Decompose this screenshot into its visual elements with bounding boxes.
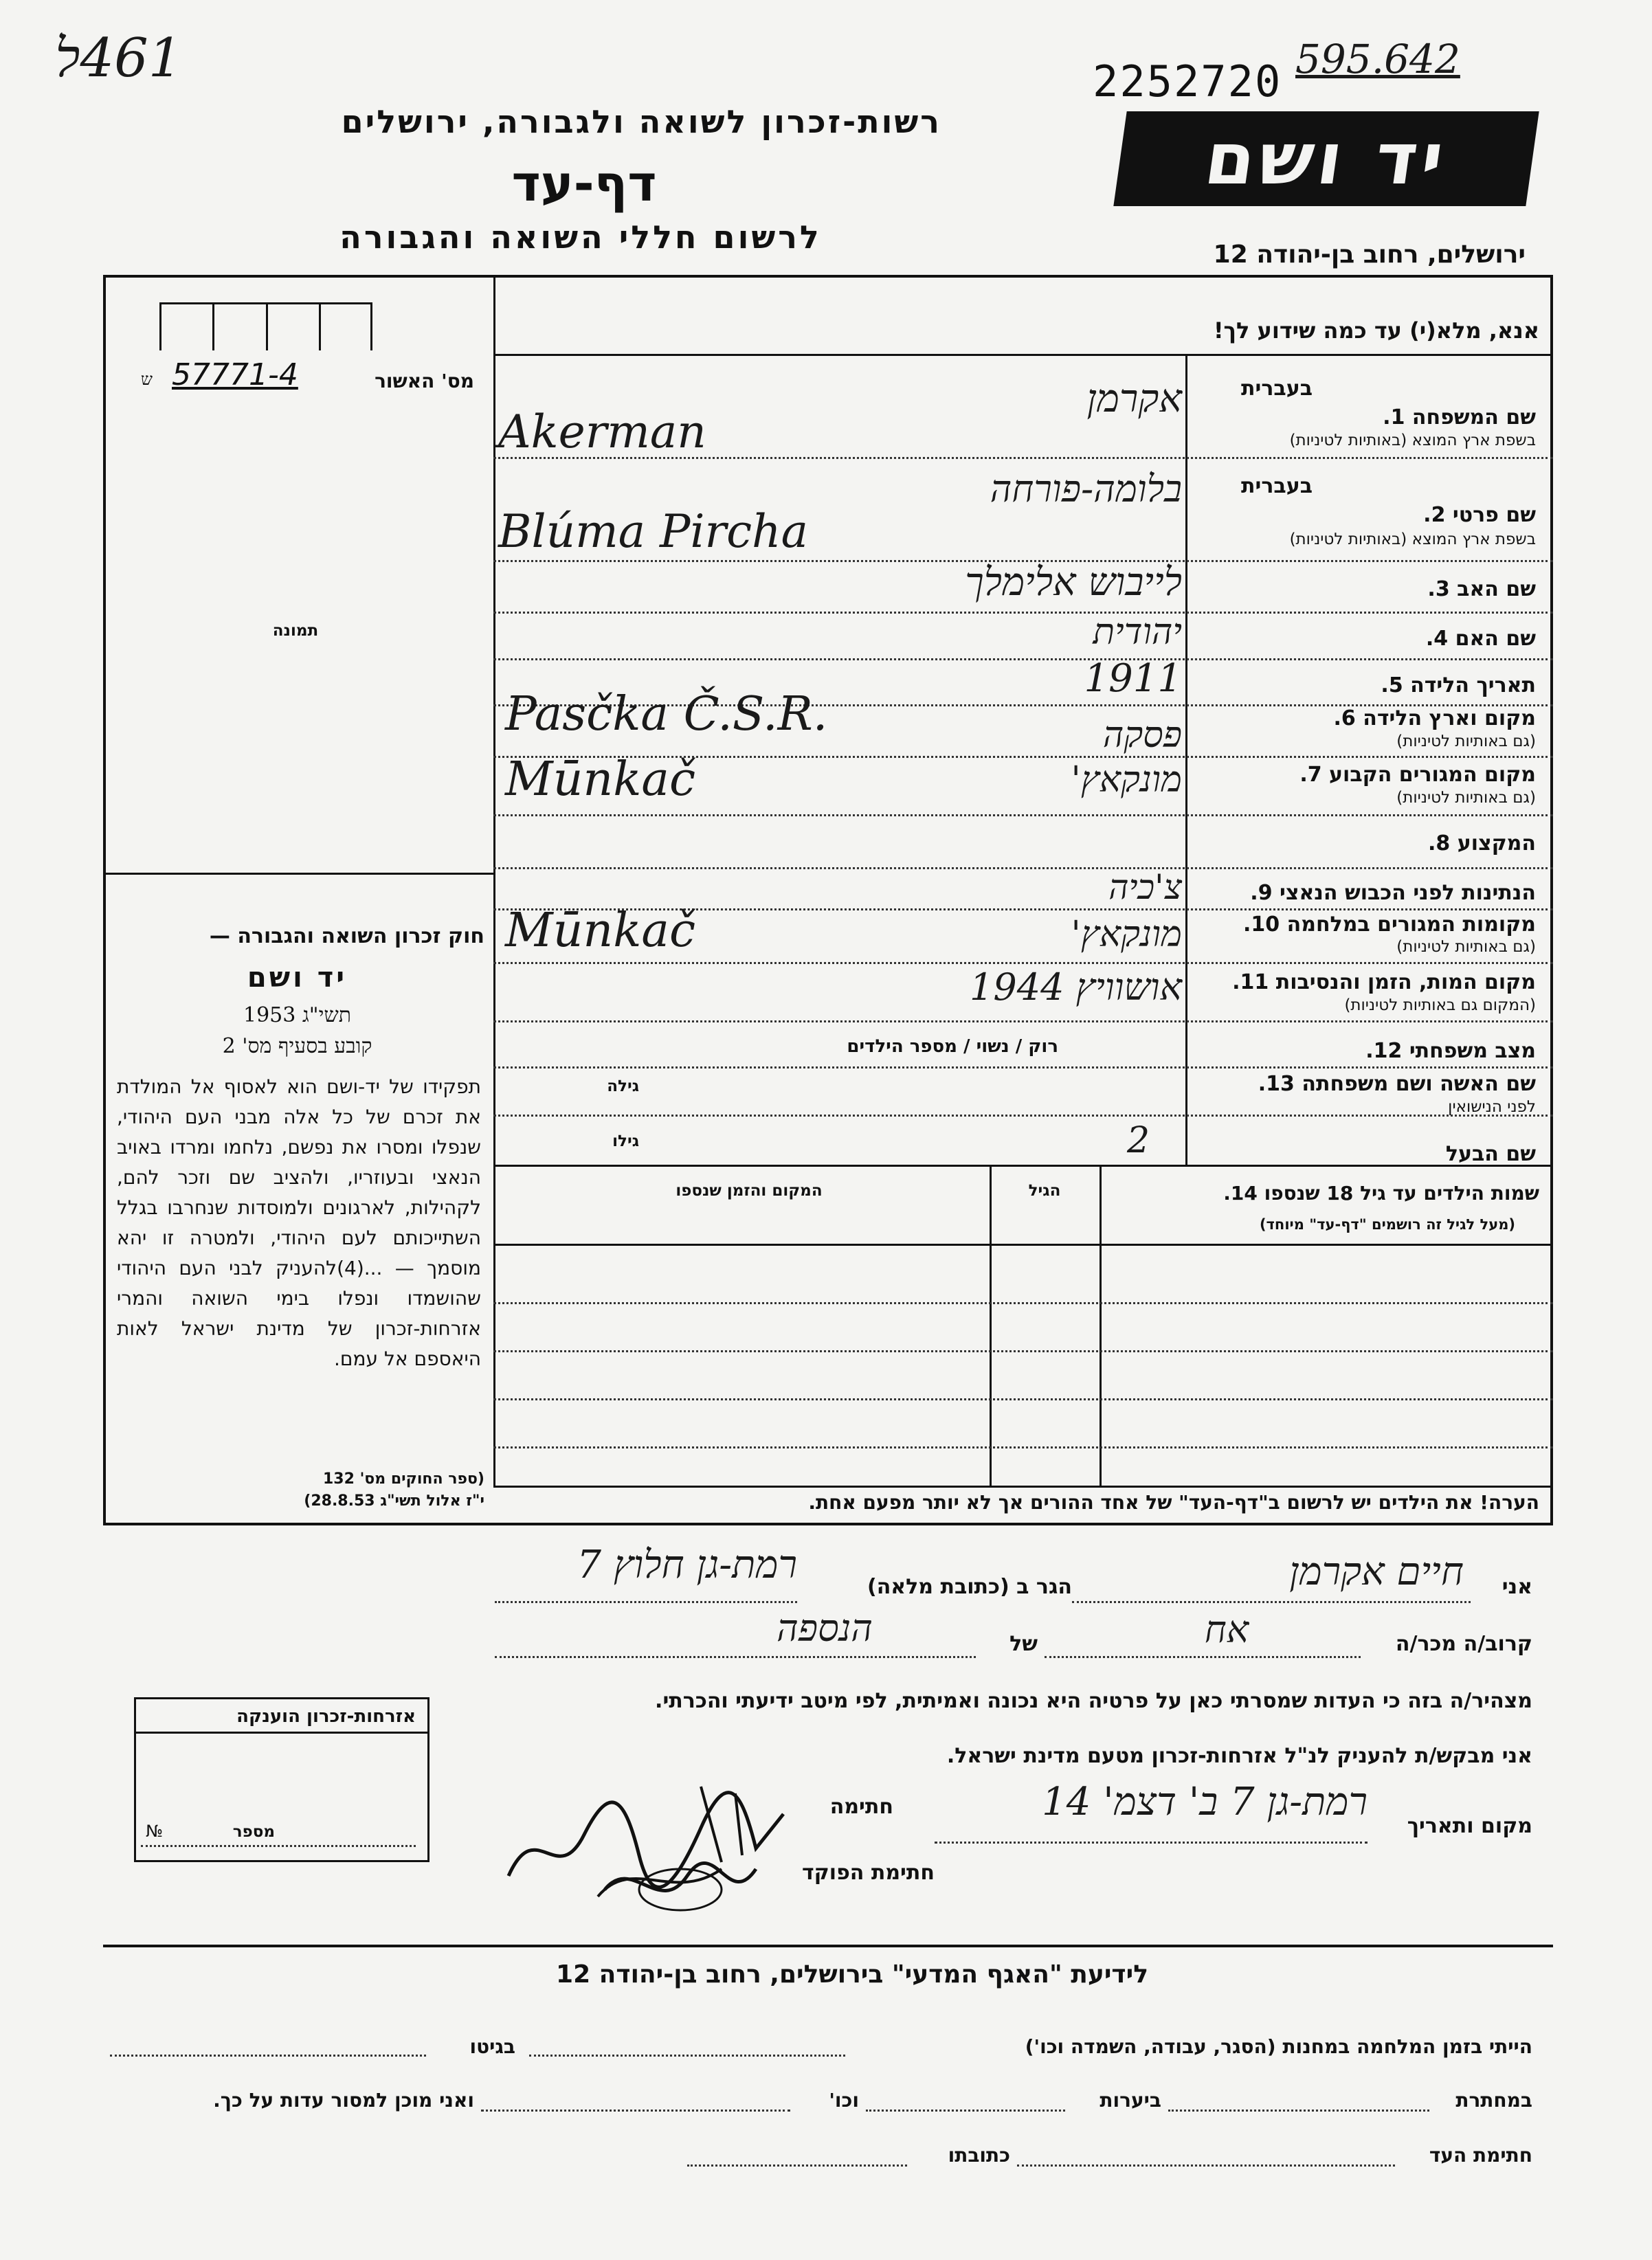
law-year: תשי"ג 1953: [243, 1003, 351, 1027]
field-2-label: שם פרטי 2.: [1423, 503, 1536, 527]
field-3-value: לייבוש אלימלך: [965, 560, 1182, 605]
field-13-line: [493, 1115, 1553, 1117]
field-12-line: [493, 1066, 1553, 1069]
field-2-heb-tag: בעברית: [1241, 474, 1313, 498]
footer-line2-d: ואני מוכן למסור עדות על כך.: [213, 2089, 474, 2112]
footer-line2-c: וכו': [829, 2089, 859, 2112]
field-7-sub: (גם באותיות לטיניות): [1396, 789, 1536, 807]
children-place-col: המקום והזמן שנספו: [676, 1182, 823, 1200]
decl-relation-label: קרוב/ה מכר/ה: [1395, 1632, 1532, 1656]
children-label: שמות הילדים עד גיל 18 שנספו 14.: [1223, 1182, 1539, 1205]
law-body: תפקידו של יד-ושם הוא לאסוף אל המולדת את זכרם של כל אלה מבני העם היהודי, שנפלו ומסרו את נפשם, נלחמו ומרדו באויב הנאצי ובעוזריו, ולהציב שם וזכר להם, לקהילות, לארגונים ולמוסדות שנחרבו בגלל השתייכותם לעם היהודי, ולמטרה זו יהא מוסמך — ...(4)להעניק לבני העם היהודי שהושמדו ונפלו בימי השואה והמרי אזרחות-זכרון של מדינת ישראל לאות היאספם אל עמם.: [117, 1075, 481, 1370]
children-bottom: [493, 1486, 1553, 1488]
decl-place-date-label: מקום ותאריך: [1407, 1814, 1532, 1838]
decl-address: רמת-גן חלוץ 7: [577, 1543, 797, 1587]
field-10-label: מקומות המגורים במלחמה 10.: [1243, 913, 1536, 937]
footer-line1-a: הייתי בזמן המלחמה במחנות (הסגר, עבודה, השמדה וכו'): [1025, 2035, 1532, 2058]
decl-witness-name: חיים אקרמן: [1289, 1549, 1464, 1594]
field-10-line: [493, 962, 1553, 964]
field-13-sub: לפני הנישואין: [1448, 1098, 1536, 1116]
field-4-label: שם האם 4.: [1425, 627, 1536, 651]
footer-line2-dots-3: [481, 2110, 790, 2112]
field-7-line: [493, 814, 1553, 816]
husband-value: 2: [1127, 1120, 1150, 1161]
field-4-value: יהודית: [1093, 612, 1182, 653]
field-6-sub: (גם באותיות לטיניות): [1396, 732, 1536, 750]
children-row-2: [493, 1350, 1553, 1352]
footer-separator: [103, 1945, 1553, 1947]
handwritten-reference: 595.642: [1295, 36, 1460, 82]
children-divider-2: [990, 1165, 992, 1488]
footer-title: לידיעת "האגף המדעי" בירושלים, רחוב בן-יהודה 12: [556, 1960, 1148, 1989]
citizenship-no-label: №: [146, 1822, 163, 1841]
citizenship-title-rule: [134, 1732, 429, 1734]
law-yad-vashem: יד ושם: [247, 962, 348, 994]
law-clause: קובע בסעיף מס' 2: [222, 1034, 372, 1058]
husband-rule: [493, 1165, 1553, 1167]
stamp-number: 2252720: [1093, 56, 1282, 107]
decl-place-date-value: רמת-גן 7 ב' דצמ' 14: [1042, 1780, 1368, 1824]
field-11-sub: (המקום גם באותיות לטיניות): [1344, 996, 1536, 1014]
photo-label: תמונה: [272, 622, 319, 640]
decl-statement: מצהיר/ה בזה כי העדות שמסרתי כאן על פרטיה היא נכונה ואמיתית, לפי מיטב ידיעתי והכרתי.: [655, 1689, 1532, 1713]
labels-divider: [1185, 354, 1187, 1165]
footer-line3-dots-1: [1017, 2164, 1395, 2167]
footer-line1-dots: [529, 2055, 845, 2057]
law-reference-1: (ספר החוקים מס' 132: [322, 1470, 484, 1488]
field-1-heb-tag: בעברית: [1241, 377, 1313, 401]
approval-label: מס' האשור: [375, 370, 474, 392]
field-7-value-lat: Mūnkač: [505, 752, 696, 807]
law-title: חוק זכרון השואה והגבורה —: [209, 924, 484, 948]
address: ירושלים, רחוב בן-יהודה 12: [1213, 240, 1526, 269]
approval-value: 57771-4: [172, 357, 298, 392]
instructions-rule: [493, 354, 1553, 356]
field-13-label: שם האשה ושם משפחתה 13.: [1258, 1072, 1536, 1096]
field-10-value-lat: Mūnkač: [505, 904, 696, 958]
law-box-top: [103, 873, 493, 875]
field-12-options: רוק / נשוי / מספר הילדים: [847, 1036, 1058, 1057]
decl-of-value: הנספה: [777, 1607, 873, 1650]
children-row-3: [493, 1398, 1553, 1400]
instructions: אנא, מלא(י) עד כמה שידוע לך!: [1213, 317, 1539, 344]
field-11-label: מקום המות, הזמן והנסיבות 11.: [1232, 970, 1536, 994]
footer-line3-dots-2: [687, 2164, 907, 2167]
field-5-label: תאריך הלידה 5.: [1381, 673, 1536, 697]
field-9-value: צ'כיה: [1108, 867, 1182, 907]
field-7-value-heb: מונקאץ': [1071, 759, 1182, 801]
logo-text: יד ושם: [1199, 117, 1453, 201]
field-10-value-heb: מונקאץ': [1071, 914, 1182, 955]
org-name: רשות-זכרון לשואה ולגבורה, ירושלים: [341, 103, 941, 140]
remark: הערה! את הילדים יש לרשום ב"דף-העד" של אחד ההורים אך לא יותר מפעם אחת.: [808, 1491, 1539, 1514]
form-title: דף-עד: [511, 155, 657, 212]
decl-relation-line: [1045, 1656, 1361, 1658]
children-age-col: הגיל: [1028, 1182, 1061, 1200]
footer-line2-a: במחתרת: [1455, 2089, 1532, 2112]
officer-signature: [591, 1848, 770, 1924]
children-header-rule: [493, 1244, 1553, 1246]
field-1-line: [493, 457, 1553, 459]
citizenship-title: אזרחות-זכרון הוענקה: [236, 1706, 416, 1727]
law-reference-2: י"ז אלול תשי"ג 28.8.53): [304, 1492, 484, 1510]
field-5-value: 1911: [1084, 656, 1182, 701]
field-3-label: שם האב 3.: [1427, 577, 1536, 601]
yad-vashem-logo: [1113, 111, 1539, 206]
field-11-value: אושוויץ 1944: [970, 965, 1182, 1009]
children-divider-1: [1100, 1165, 1102, 1488]
field-9-label: הנתינות לפני הכבוש הנאצי 9.: [1250, 881, 1536, 905]
husband-age-label: גילו: [612, 1132, 639, 1150]
decl-name-line: [1072, 1601, 1471, 1603]
decl-resident-label: הגר ב (כתובת מלאה): [867, 1575, 1072, 1599]
children-row-1: [493, 1302, 1553, 1304]
field-11-line: [493, 1020, 1553, 1022]
handwritten-file-number: 461ל: [55, 27, 183, 89]
footer-line3-b: כתובתו: [948, 2144, 1010, 2167]
decl-officer-label: חתימת הפוקד: [802, 1861, 935, 1885]
field-1-value-lat: Akerman: [498, 405, 706, 458]
children-row-4: [493, 1446, 1553, 1448]
footer-line2-dots-2: [866, 2110, 1065, 2112]
field-1-label: שם המשפחה 1.: [1383, 405, 1536, 429]
footer-line1-end: [110, 2055, 426, 2057]
decl-place-date-line: [935, 1842, 1368, 1844]
field-2-value-lat: Blúma Pircha: [498, 505, 808, 558]
decl-signature-label: חתימה: [829, 1795, 893, 1819]
field-8-line: [493, 867, 1553, 869]
field-6-value-lat: Pasčka Č.S.R.: [505, 687, 828, 741]
decl-of-label: של: [1009, 1632, 1038, 1656]
field-2-value-heb: בלומה-פורחה: [990, 467, 1182, 511]
field-6-label: מקום וארץ הלידה 6.: [1333, 706, 1536, 730]
field-13-age-label: גילה: [607, 1077, 639, 1095]
photo-tick-boxes: [159, 302, 372, 350]
field-12-label: מצב משפחתי 12.: [1365, 1039, 1536, 1063]
citizenship-number-label: מספר: [232, 1823, 275, 1841]
field-1-sub: בשפת ארץ המוצא (באותיות לטיניות): [1289, 432, 1536, 449]
decl-relation-value: אח: [1204, 1608, 1249, 1651]
decl-of-line: [495, 1656, 976, 1658]
approval-mark: ש: [141, 370, 153, 389]
footer-line2-b: ביערות: [1100, 2089, 1161, 2112]
children-sub: (מעל לגיל זה רושמים "דף-עד" מיוחד): [1259, 1216, 1515, 1233]
field-10-sub: (גם באותיות לטיניות): [1396, 938, 1536, 956]
field-7-label: מקום המגורים הקבוע 7.: [1299, 763, 1536, 787]
footer-line1-b: בגיטו: [469, 2035, 515, 2058]
footer-line2-dots-1: [1168, 2110, 1429, 2112]
form-subtitle: לרשום חללי השואה והגבורה: [339, 219, 822, 256]
decl-request: אני מבקש/ת להעניק לנ"ל אזרחות-זכרון מטעם מדינת ישראל.: [946, 1744, 1532, 1768]
footer-line3-a: חתימת העד: [1429, 2144, 1532, 2167]
field-6-value-heb: פסקה: [1102, 715, 1182, 756]
field-2-sub: בשפת ארץ המוצא (באותיות לטיניות): [1289, 530, 1536, 548]
field-8-label: המקצוע 8.: [1427, 831, 1536, 855]
citizenship-number-line: [141, 1845, 416, 1847]
field-1-value-heb: אקרמן: [1086, 377, 1182, 421]
husband-label: שם הבעל: [1445, 1142, 1536, 1166]
decl-address-line: [495, 1601, 797, 1603]
decl-i-label: אני: [1502, 1575, 1532, 1599]
